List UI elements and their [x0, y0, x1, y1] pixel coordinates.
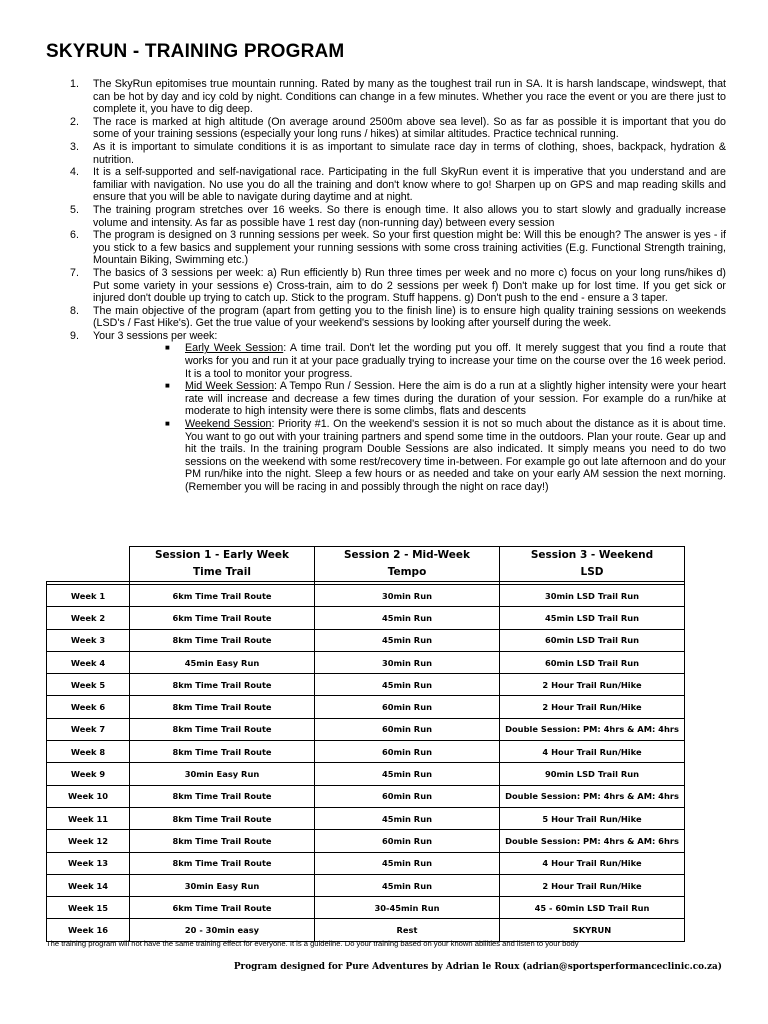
point-text: The main objective of the program (apart from getting you to the finish line) is to ensure high quality training sessions on weekends (LSD's / Fast Hike's). Get the true value of your weekend's sessions by looking after yourself during the week.: [93, 304, 726, 330]
week-cell: Week 9: [47, 763, 130, 785]
session-2-cell: 45min Run: [315, 807, 500, 829]
list-item: 8. The main objective of the program (apart from getting you to the finish line) is to ensure high quality training sessions on weekends (LSD's / Fast Hike's). Get the true value of your weekend's sessions by looking after yourself during the week.: [70, 304, 726, 330]
table-row: [47, 696, 685, 718]
point-text: The basics of 3 sessions per week: a) Run efficiently b) Run three times per week and no more c) focus on your long runs/hikes d) Put some variety in your sessions e) Cross-train, aim to do 2 sessions per week f) Don't make up for lost time. If you get sick or injured don't double up trying to catch up. Stick to the program. Stuff happens. g) Don't push to the end - ensure a 3 taper.: [93, 266, 726, 305]
week-cell: Week 1: [47, 585, 130, 607]
table-row: [47, 763, 685, 785]
session-1-cell: 8km Time Trail Route: [130, 852, 315, 874]
session-2-cell: 60min Run: [315, 785, 500, 807]
week-cell: Week 15: [47, 897, 130, 919]
session-3-cell: Double Session: PM: 4hrs & AM: 6hrs: [500, 830, 685, 852]
session-1-cell: 20 - 30min easy: [130, 919, 315, 941]
table-row: [47, 629, 685, 651]
session-1-cell: 6km Time Trail Route: [130, 607, 315, 629]
session-1-cell: 8km Time Trail Route: [130, 674, 315, 696]
table-row: [47, 674, 685, 696]
session-1-cell: 8km Time Trail Route: [130, 785, 315, 807]
header-line-1: Session 2 - Mid-Week: [344, 549, 470, 561]
session-2-cell: 60min Run: [315, 718, 500, 740]
session-1-cell: 6km Time Trail Route: [130, 897, 315, 919]
session-1-cell: 8km Time Trail Route: [130, 629, 315, 651]
header-line-2: Tempo: [387, 566, 427, 578]
bullet-icon: ■: [165, 419, 170, 429]
session-1-cell: 8km Time Trail Route: [130, 718, 315, 740]
table-header-row: [47, 547, 685, 582]
session-item-early-week: [93, 342, 726, 380]
header-session-2: [315, 547, 500, 582]
table-row: [47, 874, 685, 896]
list-item: 5. The training program stretches over 16 weeks. So there is enough time. It also allows you to start slowly and gradually increase volume and intensity. As far as possible have 1 rest day (non-running day) between every session: [70, 203, 726, 229]
week-cell: Week 16: [47, 919, 130, 941]
session-2-cell: 60min Run: [315, 741, 500, 763]
week-cell: Week 12: [47, 830, 130, 852]
session-1-cell: 30min Easy Run: [130, 763, 315, 785]
header-blank-cell: [47, 547, 130, 582]
session-2-cell: 45min Run: [315, 763, 500, 785]
session-1-cell: 8km Time Trail Route: [130, 696, 315, 718]
week-cell: Week 2: [47, 607, 130, 629]
table-row: [47, 830, 685, 852]
session-1-cell: 8km Time Trail Route: [130, 741, 315, 763]
session-2-cell: 45min Run: [315, 874, 500, 896]
session-3-cell: 4 Hour Trail Run/Hike: [500, 852, 685, 874]
session-3-cell: 30min LSD Trail Run: [500, 585, 685, 607]
header-line-1: Session 3 - Weekend: [530, 549, 654, 561]
session-2-cell: 45min Run: [315, 674, 500, 696]
week-cell: Week 7: [47, 718, 130, 740]
header-line-2: Time Trail: [193, 566, 251, 578]
bullet-icon: ■: [165, 343, 170, 353]
week-cell: Week 5: [47, 674, 130, 696]
week-cell: Week 3: [47, 629, 130, 651]
session-text: : A time trail. Don't let the wording put you off. It merely suggest that you find a route that works for you and run it at your pace gradually trying to increase your time on the course over the 16 week period. It is a tool to monitor your progress.: [185, 342, 726, 380]
table-row: [47, 785, 685, 807]
week-cell: Week 11: [47, 807, 130, 829]
session-3-cell: Double Session: PM: 4hrs & AM: 4hrs: [500, 785, 685, 807]
session-3-cell: SKYRUN: [500, 919, 685, 941]
week-cell: Week 8: [47, 741, 130, 763]
page-title: SKYRUN - TRAINING PROGRAM: [46, 41, 345, 62]
session-2-cell: 60min Run: [315, 830, 500, 852]
session-2-cell: 30min Run: [315, 651, 500, 673]
table-row: [47, 607, 685, 629]
session-item-weekend: [93, 418, 726, 494]
week-cell: Week 13: [47, 852, 130, 874]
session-item-mid-week: [93, 380, 726, 418]
table-row: [47, 807, 685, 829]
credit-line: Program designed for Pure Adventures by Adrian le Roux (adrian@sportsperformanceclinic.co.za): [233, 962, 722, 972]
footnote: The training program will not have the same training effect for everyone. It is a guideline. Do your training based on your known abilities and listen to your body: [46, 939, 579, 948]
bullet-icon: ■: [165, 381, 170, 391]
training-schedule-table: [46, 546, 685, 942]
session-3-cell: 2 Hour Trail Run/Hike: [500, 696, 685, 718]
point-text: The training program stretches over 16 weeks. So there is enough time. It also allows you to start slowly and gradually increase volume and intensity. As far as possible have 1 rest day (non-running day) between every session: [93, 203, 726, 229]
table-row: [47, 897, 685, 919]
list-item: 6. The program is designed on 3 running sessions per week. So your first question might be: Will this be enough? The answer is yes - if you stick to a few basics and supplement your running sessions with some cross training activities (E.g. Functional Strength training, Mountain Biking, Swimming etc.): [70, 229, 726, 267]
table-row: [47, 741, 685, 763]
session-label: Weekend Session: [185, 418, 272, 431]
list-item: 1. The SkyRun epitomises true mountain running. Rated by many as the toughest trail run in SA. It is harsh landscape, windswept, that can be hot by day and icy cold by night. Conditions can change in a few minutes. Whether you race the event or you are there just to complete it, you have to dig deep.: [70, 78, 726, 116]
session-2-cell: 45min Run: [315, 852, 500, 874]
session-2-cell: 60min Run: [315, 696, 500, 718]
sessions-list: [93, 342, 726, 493]
session-label: Early Week Session: [185, 342, 284, 355]
session-3-cell: 45min LSD Trail Run: [500, 607, 685, 629]
table-row: [47, 651, 685, 673]
session-2-cell: 45min Run: [315, 629, 500, 651]
session-3-cell: 90min LSD Trail Run: [500, 763, 685, 785]
point-text: The SkyRun epitomises true mountain running. Rated by many as the toughest trail run in SA. It is harsh landscape, windswept, that can be hot by day and icy cold by night. Conditions can change in a few minutes. Whether you race the event or you are there just to complete it, you have to dig deep.: [93, 78, 726, 116]
week-cell: Week 4: [47, 651, 130, 673]
list-item: 3. As it is important to simulate conditions it is as important to simulate race day in terms of clothing, shoes, backpack, hydration & nutrition.: [70, 140, 726, 166]
session-2-cell: 30-45min Run: [315, 897, 500, 919]
week-cell: Week 10: [47, 785, 130, 807]
point-text: Your 3 sessions per week:: [93, 329, 218, 342]
session-1-cell: 8km Time Trail Route: [130, 830, 315, 852]
session-2-cell: Rest: [315, 919, 500, 941]
point-text: As it is important to simulate conditions it is as important to simulate race day in terms of clothing, shoes, backpack, hydration & nutrition.: [93, 140, 726, 166]
header-session-1: [130, 547, 315, 582]
session-3-cell: 4 Hour Trail Run/Hike: [500, 741, 685, 763]
session-text: : Priority #1. On the weekend's session it is not so much about the distance as it is about time. You want to go out with your training partners and spend some time in the outdoors. Plan your route. Gear up and hit the trails. In the training program Double Sessions are also indicated. It simply means you need to do two sessions on the weekend with some rest/recovery time in-between. For example go out late afternoon and do your PM run/hike into the night. Sleep a few hours or as needed and take on your early AM session the next morning. (Remember you will be racing in and possibly through the night on race day!): [185, 418, 726, 493]
intro-section: [46, 78, 726, 494]
session-3-cell: 2 Hour Trail Run/Hike: [500, 874, 685, 896]
table-row: [47, 718, 685, 740]
week-cell: Week 6: [47, 696, 130, 718]
table-row: [47, 852, 685, 874]
header-line-1: Session 1 - Early Week: [154, 549, 290, 561]
session-3-cell: 45 - 60min LSD Trail Run: [500, 897, 685, 919]
week-cell: Week 14: [47, 874, 130, 896]
session-3-cell: 60min LSD Trail Run: [500, 651, 685, 673]
header-line-2: LSD: [580, 566, 604, 578]
point-text: The race is marked at high altitude (On average around 2500m above sea level). So as far as possible it is important that you do some of your training sessions (especially your long runs / hikes) at similar altitudes. Practice technical running.: [93, 115, 726, 141]
table-body: [47, 582, 685, 942]
table-row: [47, 919, 685, 941]
session-label: Mid Week Session: [185, 380, 275, 393]
session-3-cell: Double Session: PM: 4hrs & AM: 4hrs: [500, 718, 685, 740]
session-3-cell: 60min LSD Trail Run: [500, 629, 685, 651]
session-3-cell: 2 Hour Trail Run/Hike: [500, 674, 685, 696]
session-text: : A Tempo Run / Session. Here the aim is do a run at a slightly higher intensity were your heart rate will increase and decrease a few times during the duration of your session. For example do a run/hike at moderate to high intensity were there is some climbs, flats and descents: [185, 380, 726, 418]
session-1-cell: 30min Easy Run: [130, 874, 315, 896]
session-2-cell: 45min Run: [315, 607, 500, 629]
point-text: The program is designed on 3 running sessions per week. So your first question might be: Will this be enough? The answer is yes - if you stick to a few basics and supplement your running sessions with some cross training activities (E.g. Functional Strength training, Mountain Biking, Swimming etc.): [93, 229, 726, 267]
list-item: 7. The basics of 3 sessions per week: a) Run efficiently b) Run three times per week and no more c) focus on your long runs/hikes d) Put some variety in your sessions e) Cross-train, aim to do 2 sessions per week f) Don't make up for lost time. If you get sick or injured don't double up trying to catch up. Stick to the program. Stuff happens. g) Don't push to the end - ensure a 3 taper.: [70, 266, 726, 305]
list-item: 2. The race is marked at high altitude (On average around 2500m above sea level). So as far as possible it is important that you do some of your training sessions (especially your long runs / hikes) at similar altitudes. Practice technical running.: [70, 115, 726, 141]
point-text: It is a self-supported and self-navigational race. Participating in the full SkyRun event it is imperative that you understand and are familiar with navigation. No use you do all the training and don't know where to go! Sharpen up on GPS and map reading skills and ensure that you will be able to navigate during daytime and at night.: [93, 166, 726, 204]
session-1-cell: 6km Time Trail Route: [130, 585, 315, 607]
table-row: [47, 585, 685, 607]
session-1-cell: 45min Easy Run: [130, 651, 315, 673]
points-list: [46, 78, 726, 494]
session-2-cell: 30min Run: [315, 585, 500, 607]
session-3-cell: 5 Hour Trail Run/Hike: [500, 807, 685, 829]
list-item: 4. It is a self-supported and self-navigational race. Participating in the full SkyRun event it is imperative that you understand and are familiar with navigation. No use you do all the training and don't know where to go! Sharpen up on GPS and map reading skills and ensure that you will be able to navigate during daytime and at night.: [70, 166, 726, 204]
list-item: 9. Your 3 sessions per week: ■ Early Week Session: A time trail. Don't let the wording put you off. It merely suggest that you find a route that works for you and run it at your pace gradually trying to increase your time on the course over the 16 week period. It is a tool to monitor your progress. ■ Mid Week Session: A Tempo Run / Session. Here the aim is do a run at a slightly higher intensity were your heart rate will increase and decrease a few times during the duration of your session. For example do a run/hike at moderate to high intensity were there is some climbs, flats and descents ■ Weekend Session: Priority #1. On the weekend's session it is not so much about the distance as it is about time. You want to go out with your training partners and spend some time in the outdoors. Plan your route. Gear up and hit the trails. In the training program Double Sessions are also indicated. It simply means you need to do two sessions on the weekend with some rest/recovery time in-between. For example go out late afternoon and do your PM run/hike into the night. Sleep a few hours or as needed and take on your early AM session the next morning. (Remember you will be racing in and possibly through the night on race day!): [70, 329, 726, 493]
header-session-3: [500, 547, 685, 582]
session-1-cell: 8km Time Trail Route: [130, 807, 315, 829]
